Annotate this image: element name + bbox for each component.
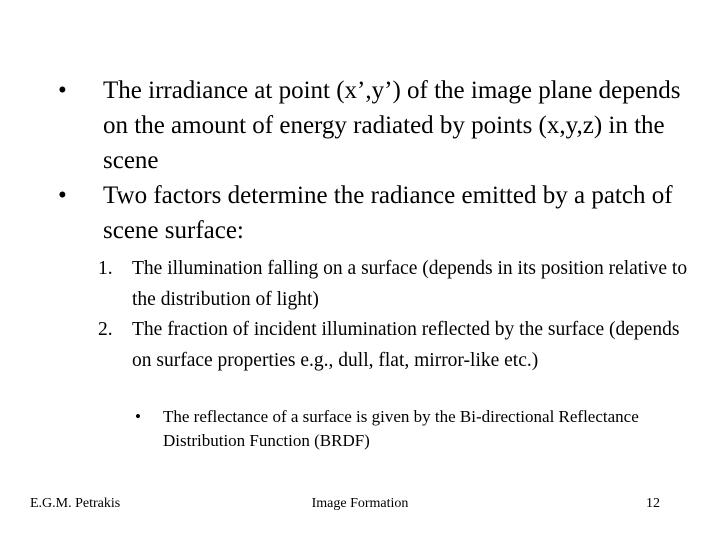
bullet-marker: • bbox=[58, 77, 67, 104]
footer-author: E.G.M. Petrakis bbox=[30, 496, 121, 511]
footer-title: Image Formation bbox=[311, 496, 409, 511]
item-number: 1. bbox=[98, 258, 113, 279]
bullet-marker: • bbox=[135, 407, 141, 426]
item-text: The fraction of incident illumination reflected by the surface (depends on surface properties e.g., dull, flat, mirror-like etc.) bbox=[132, 319, 680, 371]
bullet-text: The irradiance at point (x’,y’) of the image plane depends on the amount of energy radiated by points (x,y,z) in the scene bbox=[103, 77, 681, 174]
sub-bullet-text: The reflectance of a surface is given by the Bi-directional Reflectance Distribution Function (BRDF) bbox=[163, 407, 639, 450]
item-text: The illumination falling on a surface (depends in its position relative to the distribution of light) bbox=[132, 258, 688, 310]
bullet-text: Two factors determine the radiance emitted by a patch of scene surface: bbox=[103, 182, 673, 244]
page-number: 12 bbox=[646, 496, 660, 511]
bullet-marker: • bbox=[58, 182, 67, 209]
item-number: 2. bbox=[98, 319, 113, 340]
